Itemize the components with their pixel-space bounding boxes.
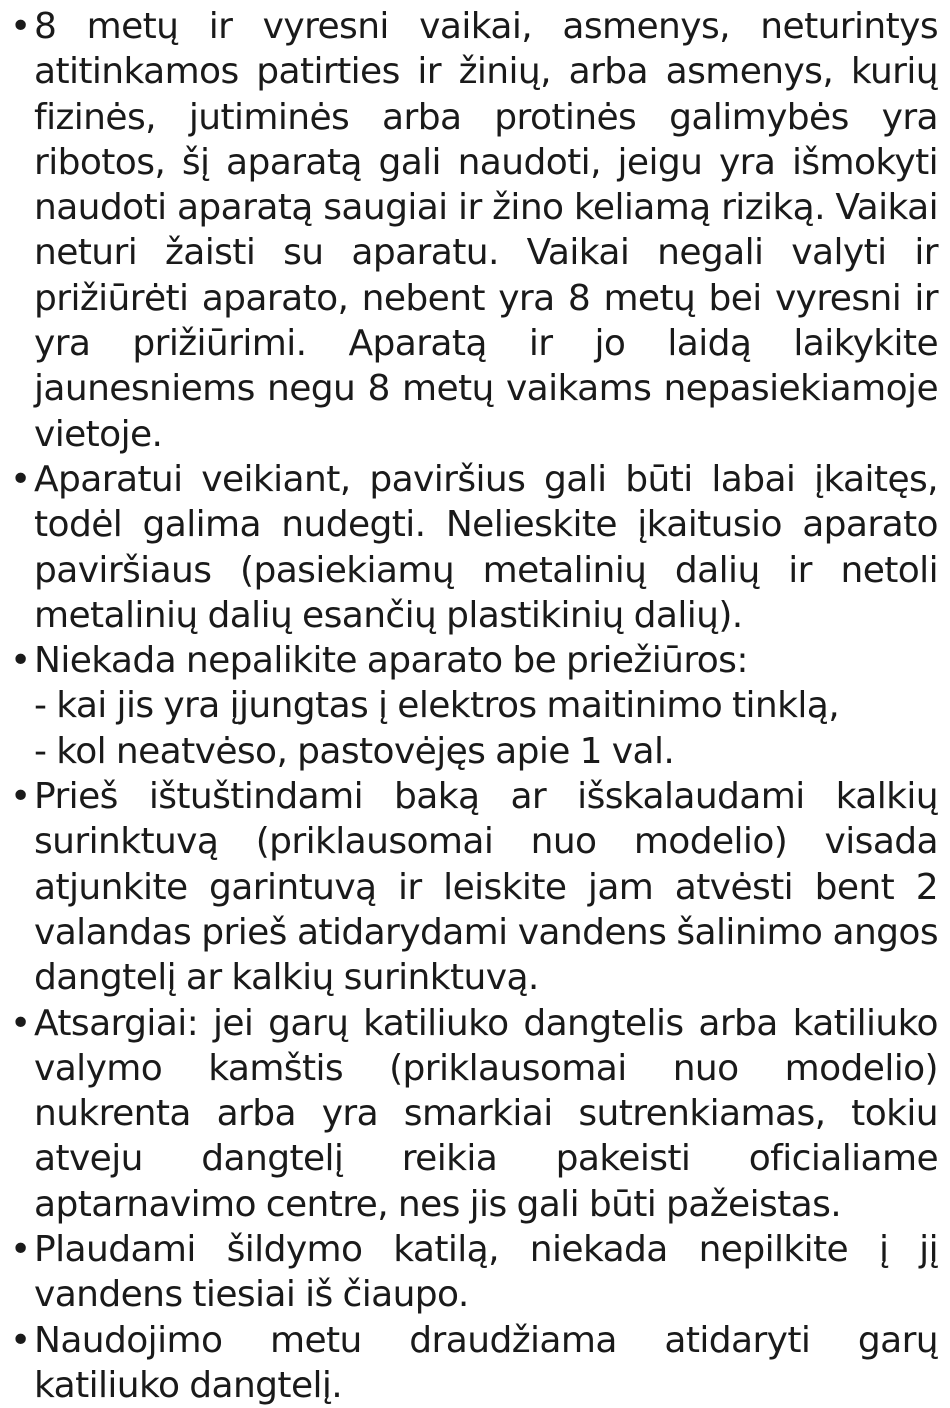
bullet-item-never-unattended xyxy=(8,638,938,774)
bullet-text: Niekada nepalikite aparato be priežiūros: xyxy=(34,640,748,682)
bullet-item-emptying-tank xyxy=(8,774,938,1000)
safety-instructions-page xyxy=(8,4,938,1408)
bullet-text: Naudojimo metu draudžiama atidaryti garų katiliuko dangtelį. xyxy=(34,1319,938,1406)
bullet-item-children-use xyxy=(8,4,938,457)
sub-item-plugged-in: - kai jis yra įjungtas į elektros maitinimo tinklą, xyxy=(34,685,840,727)
bullet-icon: • xyxy=(10,1319,31,1361)
bullet-item-hot-surface xyxy=(8,457,938,638)
bullet-text: Aparatui veikiant, paviršius gali būti labai įkaitęs, todėl galima nudegti. Nelieskite įkaitusio aparato paviršiaus (pasiekiamų metalinių dalių ir netoli metalinių dalių esančių plastikinių dalių). xyxy=(34,458,938,636)
sub-item-not-cooled: - kol neatvėso, pastovėjęs apie 1 val. xyxy=(34,730,675,772)
bullet-icon: • xyxy=(10,1229,31,1271)
bullet-icon: • xyxy=(10,640,31,682)
bullet-item-do-not-open-cap xyxy=(8,1318,938,1408)
bullet-text: 8 metų ir vyresni vaikai, asmenys, neturintys atitinkamos patirties ir žinių, arba asmenys, kurių fizinės, jutiminės arba protinės galimybės yra ribotos, šį aparatą gali naudoti, jeigu yra išmokyti naudoti aparatą saugiai ir žino keliamą riziką. Vaikai neturi žaisti su aparatu. Vaikai negali valyti ir prižiūrėti aparato, nebent yra 8 metų bei vyresni ir yra prižiūrimi. Aparatą ir jo laidą laikykite jaunesniems negu 8 metų vaikams nepasiekiamoje vietoje. xyxy=(34,6,938,455)
bullet-text: Prieš ištuštindami baką ar išskalaudami kalkių surinktuvą (priklausomai nuo modelio) visada atjunkite garintuvą ir leiskite jam atvėsti bent 2 valandas prieš atidarydami vandens šalinimo angos dangtelį ar kalkių surinktuvą. xyxy=(34,776,938,999)
safety-bullet-list xyxy=(8,4,938,1408)
bullet-icon: • xyxy=(10,776,31,818)
bullet-item-rinsing-boiler xyxy=(8,1227,938,1318)
bullet-icon: • xyxy=(10,6,31,47)
bullet-text: Atsargiai: jei garų katiliuko dangtelis arba katiliuko valymo kamštis (priklausomai nuo modelio) nukrenta arba yra smarkiai sutrenkiamas, tokiu atveju dangtelį reikia pakeisti oficialiame aptarnavimo centre, nes jis gali būti pažeistas. xyxy=(34,1002,938,1225)
bullet-icon: • xyxy=(10,1002,31,1044)
bullet-icon: • xyxy=(10,458,31,500)
bullet-item-boiler-cap-warning xyxy=(8,1001,938,1227)
bullet-text: Plaudami šildymo katilą, niekada nepilkite į jį vandens tiesiai iš čiaupo. xyxy=(34,1229,938,1316)
